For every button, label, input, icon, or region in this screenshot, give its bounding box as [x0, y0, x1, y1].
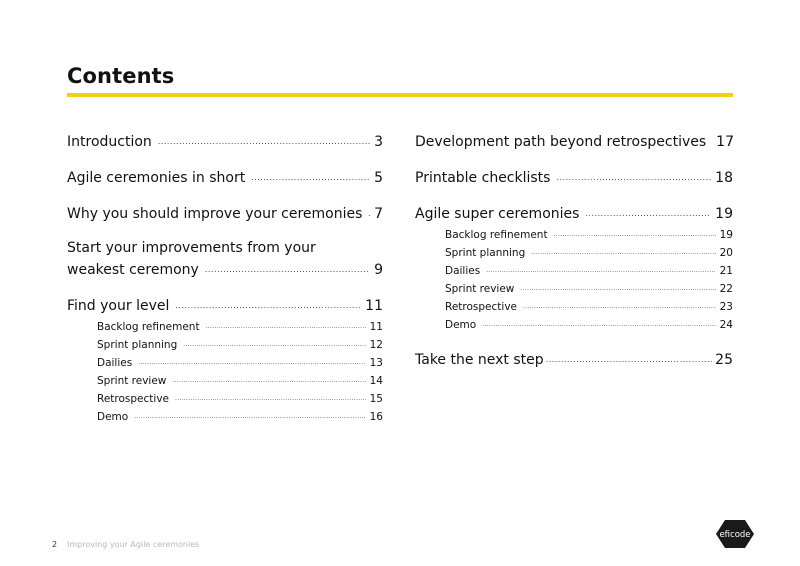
toc-subentry-label: Dailies: [445, 265, 481, 277]
toc-entry-introduction[interactable]: [67, 132, 383, 150]
toc-subentry-label: Sprint planning: [97, 339, 178, 351]
toc-entry-ceremonies-short[interactable]: [67, 168, 383, 186]
toc-entry-find-level[interactable]: [67, 296, 383, 314]
toc-subentry-label: Demo: [445, 319, 477, 331]
dot-leader: [134, 413, 365, 421]
toc-subentry-page: 12: [369, 339, 383, 351]
toc-entry-page: 3: [374, 134, 383, 150]
dot-leader: [368, 209, 370, 219]
toc-subentry-sprint-review[interactable]: [67, 374, 383, 387]
toc-entry-super-ceremonies[interactable]: [415, 204, 733, 222]
toc-subentry-label: Backlog refinement: [97, 321, 200, 333]
dot-leader: [206, 323, 366, 331]
toc-subentry-page: 22: [719, 283, 733, 295]
toc-subentry-sprint-planning[interactable]: [415, 246, 733, 259]
toc-subentry-backlog-refinement[interactable]: [67, 320, 383, 333]
toc-entry-why-improve[interactable]: [67, 204, 383, 222]
dot-leader: [523, 303, 716, 311]
dot-leader: [158, 137, 370, 147]
toc-subentry-page: 15: [369, 393, 383, 405]
toc-subentry-label: Sprint review: [445, 283, 515, 295]
dot-leader: [251, 173, 370, 183]
toc-entry-label: Printable checklists: [415, 170, 551, 186]
toc-entry-label: Introduction: [67, 134, 152, 150]
toc-subentry-dailies[interactable]: [415, 264, 733, 277]
dot-leader: [585, 209, 711, 219]
toc-subentry-label: Sprint review: [97, 375, 167, 387]
title-underline: [67, 93, 733, 97]
toc-subentry-label: Sprint planning: [445, 247, 526, 259]
dot-leader: [183, 341, 365, 349]
dot-leader: [554, 231, 716, 239]
toc-entry-label: weakest ceremony: [67, 262, 199, 278]
toc-subentry-retrospective[interactable]: [415, 300, 733, 313]
toc-subentry-label: Retrospective: [97, 393, 169, 405]
toc-entry-label: Take the next step: [415, 352, 544, 368]
toc-subentry-page: 11: [369, 321, 383, 333]
toc-entry-next-step[interactable]: [415, 350, 733, 368]
toc-subentry-page: 14: [369, 375, 383, 387]
toc-subentry-sprint-planning[interactable]: [67, 338, 383, 351]
dot-leader: [138, 359, 365, 367]
toc-subentry-sprint-review[interactable]: [415, 282, 733, 295]
toc-entry-development-path[interactable]: [415, 132, 733, 150]
toc-entry-page: 11: [365, 298, 383, 314]
page-title: Contents: [67, 64, 175, 88]
toc-entry-page: 18: [715, 170, 733, 186]
logo-text: eficode: [719, 530, 751, 540]
dot-leader: [546, 355, 715, 365]
toc-subentry-page: 21: [719, 265, 733, 277]
toc-entry-start-improvements[interactable]: [67, 260, 383, 278]
toc-entry-start-improvements-line1[interactable]: Start your improvements from your: [67, 240, 316, 256]
toc-subentry-label: Dailies: [97, 357, 133, 369]
toc-subentry-retrospective[interactable]: [67, 392, 383, 405]
toc-subentry-label: Demo: [97, 411, 129, 423]
toc-entry-page: 5: [374, 170, 383, 186]
toc-subentry-page: 24: [719, 319, 733, 331]
dot-leader: [205, 265, 370, 275]
dot-leader: [556, 173, 711, 183]
dot-leader: [175, 301, 361, 311]
footer-page-number: 2: [52, 540, 58, 549]
toc-entry-label: Why you should improve your ceremonies: [67, 206, 363, 222]
toc-subentry-demo[interactable]: [67, 410, 383, 423]
toc-entry-page: 25: [715, 352, 733, 368]
toc-entry-printable-checklists[interactable]: [415, 168, 733, 186]
toc-subentry-page: 23: [719, 301, 733, 313]
toc-entry-label: Agile ceremonies in short: [67, 170, 246, 186]
toc-subentry-page: 20: [719, 247, 733, 259]
toc-entry-page: 9: [374, 262, 383, 278]
toc-entry-label: Find your level: [67, 298, 170, 314]
dot-leader: [175, 395, 366, 403]
toc-subentry-demo[interactable]: [415, 318, 733, 331]
toc-entry-label: Agile super ceremonies: [415, 206, 580, 222]
dot-leader: [172, 377, 365, 385]
toc-subentry-page: 13: [369, 357, 383, 369]
toc-subentry-page: 19: [719, 229, 733, 241]
dot-leader: [531, 249, 715, 257]
toc-subentry-page: 16: [369, 411, 383, 423]
toc-entry-label: Development path beyond retrospectives: [415, 134, 707, 150]
toc-subentry-dailies[interactable]: [67, 356, 383, 369]
dot-leader: [520, 285, 715, 293]
toc-subentry-label: Backlog refinement: [445, 229, 548, 241]
toc-entry-page: 19: [715, 206, 733, 222]
dot-leader: [486, 267, 715, 275]
toc-subentry-backlog-refinement[interactable]: [415, 228, 733, 241]
toc-entry-page: 17: [716, 134, 734, 150]
toc-subentry-label: Retrospective: [445, 301, 517, 313]
footer-document-title: Improving your Agile ceremonies: [67, 540, 200, 549]
toc-entry-page: 7: [374, 206, 383, 222]
dot-leader: [482, 321, 715, 329]
